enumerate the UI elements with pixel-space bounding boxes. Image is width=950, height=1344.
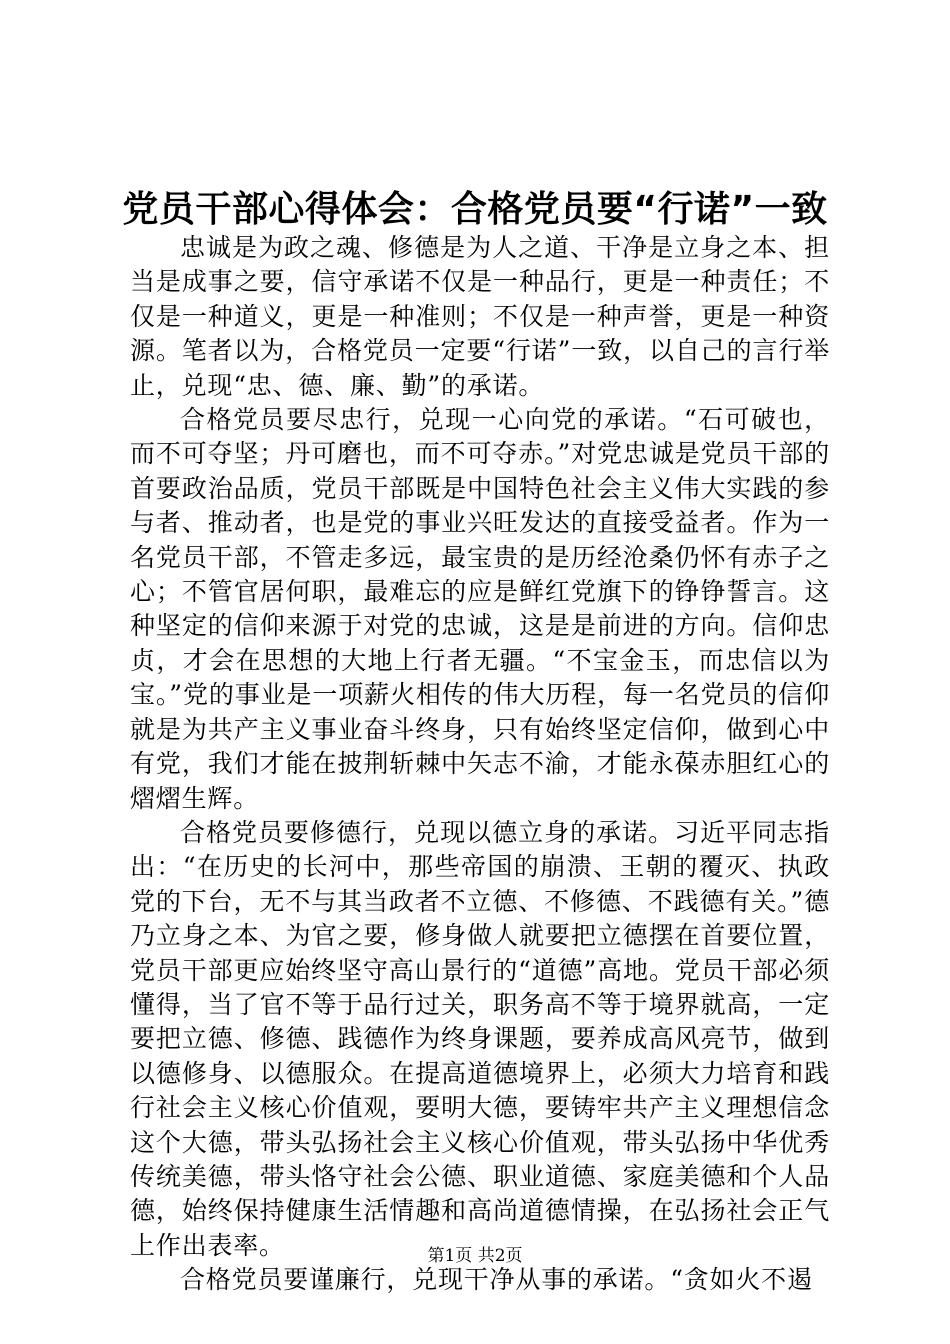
- page-number-footer: 第1页 共2页: [427, 1246, 523, 1266]
- paragraph-virtue: 合格党员要修德行，兑现以德立身的承诺。习近平同志指出：“在历史的长河中，那些帝国的崩溃、王朝的覆灭、执政党的下台，无不与其当政者不立德、不修德、不践德有关。”德乃立身之本、为官之要，修身做人就要把立德摆在首要位置，党员干部更应始终坚守高山景行的“道德”高地。党员干部必须懂得，当了官不等于品行过关，职务高不等于境界就高，一定要把立德、修德、践德作为终身课题，要养成高风亮节，做到以德修身、以德服众。在提高道德境界上，必须大力培育和践行社会主义核心价值观，要明大德，要铸牢共产主义理想信念这个大德，带头弘扬社会主义核心价值观，带头弘扬中华优秀传统美德，带头恪守社会公德、职业道德、家庭美德和个人品德，始终保持健康生活情趣和高尚道德情操，在弘扬社会正气上作出表率。: [130, 817, 830, 1260]
- paragraph-integrity: 合格党员要谨廉行，兑现干净从事的承诺。“贪如火不遏: [180, 1265, 813, 1295]
- document-title: 党员干部心得体会：合格党员要“行诺”一致: [122, 189, 828, 230]
- paragraph-loyalty: 合格党员要尽忠行，兑现一心向党的承诺。“石可破也，而不可夺坚；丹可磨也，而不可夺赤。”对党忠诚是党员干部的首要政治品质，党员干部既是中国特色社会主义伟大实践的参与者、推动者，也是党的事业兴旺发达的直接受益者。作为一名党员干部，不管走多远，最宝贵的是历经沧桑仍怀有赤子之心；不管官居何职，最难忘的应是鲜红党旗下的铮铮誓言。这种坚定的信仰来源于对党的忠诚，这是是前进的方向。信仰忠贞，才会在思想的大地上行者无疆。“不宝金玉，而忠信以为宝。”党的事业是一项薪火相传的伟大历程，每一名党员的信仰就是为共产主义事业奋斗终身，只有始终坚定信仰，做到心中有党，我们才能在披荆斩棘中矢志不渝，才能永葆赤胆红心的熠熠生辉。: [130, 405, 830, 813]
- document-body: [130, 231, 830, 1298]
- paragraph-intro: 忠诚是为政之魂、修德是为人之道、干净是立身之本、担当是成事之要，信守承诺不仅是一种品行，更是一种责任；不仅是一种道义，更是一种准则；不仅是一种声誉，更是一种资源。笔者以为，合格党员一定要“行诺”一致，以自己的言行举止，兑现“忠、德、廉、勤”的承诺。: [130, 233, 830, 400]
